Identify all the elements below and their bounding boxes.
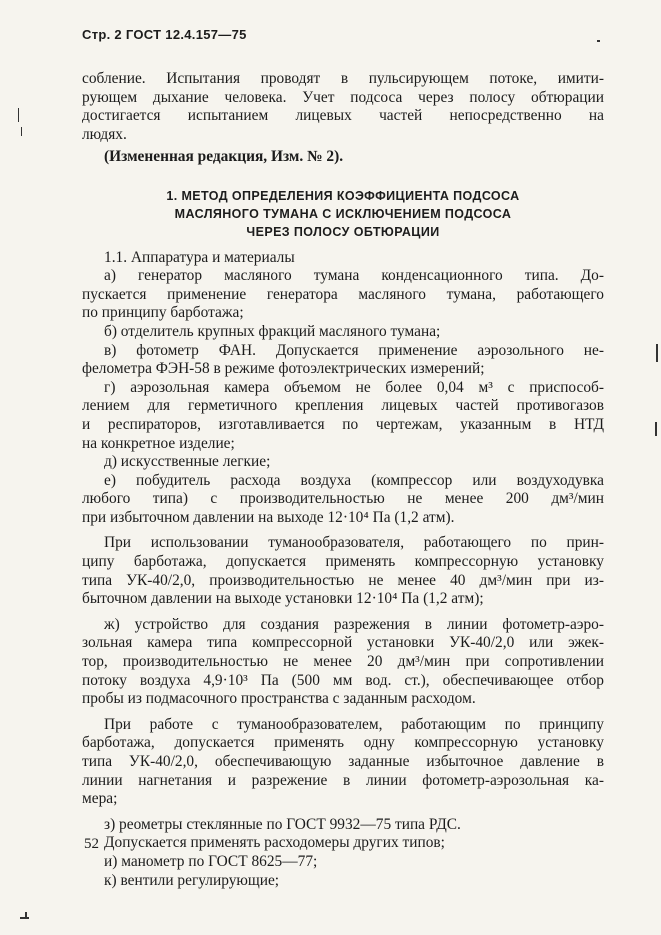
- subsection-title: 1.1. Аппаратура и материалы: [104, 248, 295, 266]
- text-line: по принципу барботажа;: [82, 304, 244, 322]
- text-line: г) аэрозольная камера объемом не более 0,04 м³ с приспособ-: [104, 378, 604, 396]
- scan-mark: [597, 40, 600, 42]
- page-number: 52: [84, 836, 99, 852]
- page-header: Стр. 2 ГОСТ 12.4.157—75: [82, 27, 247, 42]
- text-line: любого типа) с производительностью не менее 200 дм³/мин: [82, 490, 604, 508]
- text-line: фелометра ФЭН-58 в режиме фотоэлектрических измерений;: [82, 360, 485, 378]
- text-line: зольная камера типа компрессорной установки УК-40/2,0 или эжек-: [82, 634, 604, 652]
- text-line: а) генератор масляного тумана конденсационного типа. До-: [104, 267, 604, 285]
- text-line: При работе с туманообразователем, работающим по принципу: [104, 715, 604, 733]
- text-line: мера;: [82, 790, 118, 808]
- text-line: быточном давлении на выходе установки 12·10⁴ Па (1,2 атм);: [82, 590, 484, 608]
- text-line: рующем дыхание человека. Учет подсоса через полосу обтюрации: [82, 88, 604, 106]
- text-line: При использовании туманообразователя, работающего по прин-: [104, 534, 604, 552]
- text-line: типа УК-40/2,0, обеспечивающую заданные избыточное давление в: [82, 753, 604, 771]
- text-line: на конкретное изделие;: [82, 434, 235, 452]
- text-line: в) фотометр ФАН. Допускается применение аэрозольного не-: [104, 341, 604, 359]
- section-heading-line: МАСЛЯНОГО ТУМАНА С ИСКЛЮЧЕНИЕМ ПОДСОСА: [174, 207, 512, 222]
- text-line: пробы из подмасочного пространства с заданным расходом.: [82, 690, 476, 708]
- body-text: [82, 70, 604, 890]
- scan-mark: [656, 344, 658, 362]
- text-line: барботажа, допускается применять одну компрессорную установку: [82, 734, 604, 752]
- text-line: е) побудитель расхода воздуха (компрессор или воздуходувка: [104, 471, 604, 489]
- text-line: тор, производительностью не менее 20 дм³/мин при сопротивлении: [82, 653, 604, 671]
- text-line: пускается применение генератора масляного тумана, работающего: [82, 285, 604, 303]
- text-line: д) искусственные легкие;: [104, 453, 271, 471]
- scan-mark: [21, 127, 22, 136]
- text-line: лением для герметичного крепления лицевых частей противогазов: [82, 397, 604, 415]
- text-line: при избыточном давлении на выходе 12·10⁴ Па (1,2 атм).: [82, 508, 455, 526]
- scan-mark: [18, 108, 19, 122]
- text-line: и респираторов, изготавливается по чертежам, указанным в НТД: [82, 415, 604, 433]
- scan-mark: [655, 422, 657, 436]
- text-line: достигается испытанием лицевых частей непосредственно на: [82, 107, 604, 125]
- text-line: Допускается применять расходомеры других типов;: [104, 834, 445, 852]
- text-line: потоку воздуха 4,9·10³ Па (500 мм вод. ст.), обеспечивающее отбор: [82, 671, 604, 689]
- text-line: людях.: [82, 125, 127, 143]
- scan-mark: [25, 912, 27, 918]
- amendment-note: (Измененная редакция, Изм. № 2).: [104, 148, 344, 166]
- text-line: линии нагнетания и разрежение в линии фотометр-аэрозольная ка-: [82, 771, 604, 789]
- section-heading-line: 1. МЕТОД ОПРЕДЕЛЕНИЯ КОЭФФИЦИЕНТА ПОДСОСА: [166, 188, 520, 203]
- text-line: и) манометр по ГОСТ 8625—77;: [104, 852, 318, 870]
- text-line: к) вентили регулирующие;: [104, 871, 280, 889]
- text-line: б) отделитель крупных фракций масляного тумана;: [104, 322, 441, 340]
- text-line: типа УК-40/2,0, производительностью не менее 40 дм³/мин при из-: [82, 571, 604, 589]
- text-line: ж) устройство для создания разрежения в линии фотометр-аэро-: [104, 615, 604, 633]
- section-heading-line: ЧЕРЕЗ ПОЛОСУ ОБТЮРАЦИИ: [246, 225, 440, 240]
- text-line: з) реометры стеклянные по ГОСТ 9932—75 типа РДС.: [104, 815, 461, 833]
- text-line: ципу барботажа, допускается применять компрессорную установку: [82, 553, 604, 571]
- text-line: собление. Испытания проводят в пульсирующем потоке, имити-: [82, 70, 604, 87]
